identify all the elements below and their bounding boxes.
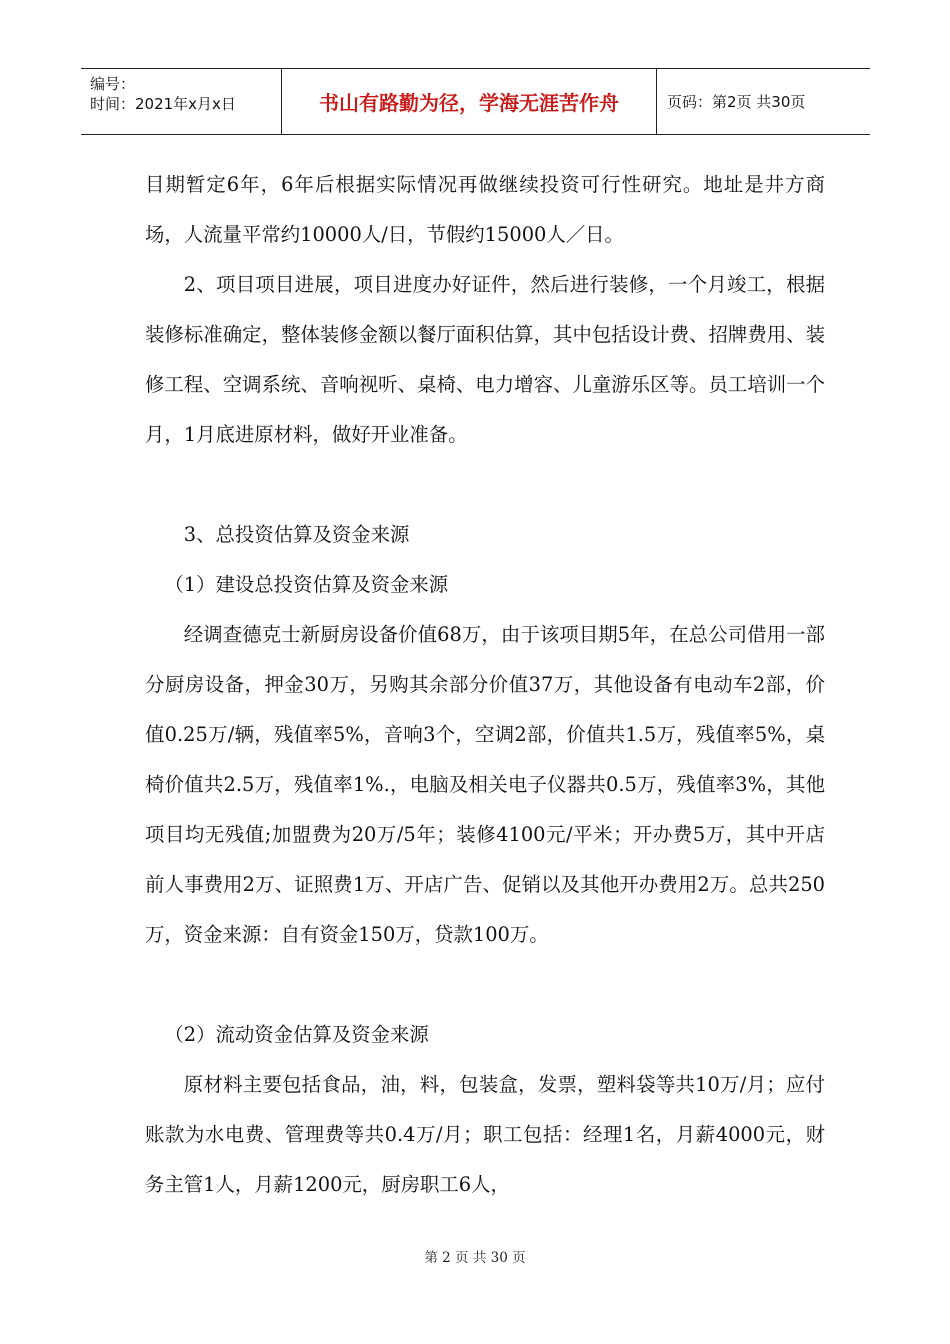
section-heading-investment: 3、总投资估算及资金来源 bbox=[183, 523, 410, 546]
document-number-label: 编号： bbox=[90, 75, 136, 93]
paragraph-project-progress: 2、项目项目进展，项目进度办好证件，然后进行装修，一个月竣工，根据装修标准确定，整体装修金额以餐厅面积估算，其中包括设计费、招牌费用、装修工程、空调系统、音响视听、桌椅、电力增容、儿童游乐区等。员工培训一个月，1月底进原材料，做好开业准备。 bbox=[145, 273, 825, 446]
header-meta-cell bbox=[81, 69, 282, 134]
subsection-heading-construction-investment: （1）建设总投资估算及资金来源 bbox=[164, 573, 449, 596]
paragraph-construction-investment: 经调查德克士新厨房设备价值68万，由于该项目期5年，在总公司借用一部分厨房设备，押金30万，另购其余部分价值37万，其他设备有电动车2部，价值0.25万/辆，残值率5%，音响3个，空调2部，价值共1.5万，残值率5%，桌椅价值共2.5万，残值率1%.，电脑及相关电子仪器共0.5万，残值率3%，其他项目均无残值;加盟费为20万/5年；装修4100元/平米；开办费5万，其中开店前人事费用2万、证照费1万、开店广告、促销以及其他开办费用2万。总共250万，资金来源：自有资金150万，贷款100万。 bbox=[145, 623, 825, 946]
header-motto: 书山有路勤为径，学海无涯苦作舟 bbox=[282, 69, 657, 134]
document-date-label: 时间：2021年x月x日 bbox=[90, 95, 236, 113]
page-footer: 第 2 页 共 30 页 bbox=[424, 1250, 526, 1266]
header-page-info: 页码：第2页 共30页 bbox=[667, 93, 806, 111]
paragraph-working-capital: 原材料主要包括食品，油，料，包装盒，发票，塑料袋等共10万/月；应付账款为水电费、管理费等共0.4万/月；职工包括：经理1名，月薪4000元，财务主管1人，月薪1200元，厨房职工6人， bbox=[145, 1073, 825, 1196]
paragraph-project-period: 目期暂定6年，6年后根据实际情况再做继续投资可行性研究。地址是井方商场，人流量平常约10000人/日，节假约15000人／日。 bbox=[145, 173, 825, 246]
subsection-heading-working-capital: （2）流动资金估算及资金来源 bbox=[164, 1023, 429, 1046]
page-header bbox=[81, 68, 870, 135]
